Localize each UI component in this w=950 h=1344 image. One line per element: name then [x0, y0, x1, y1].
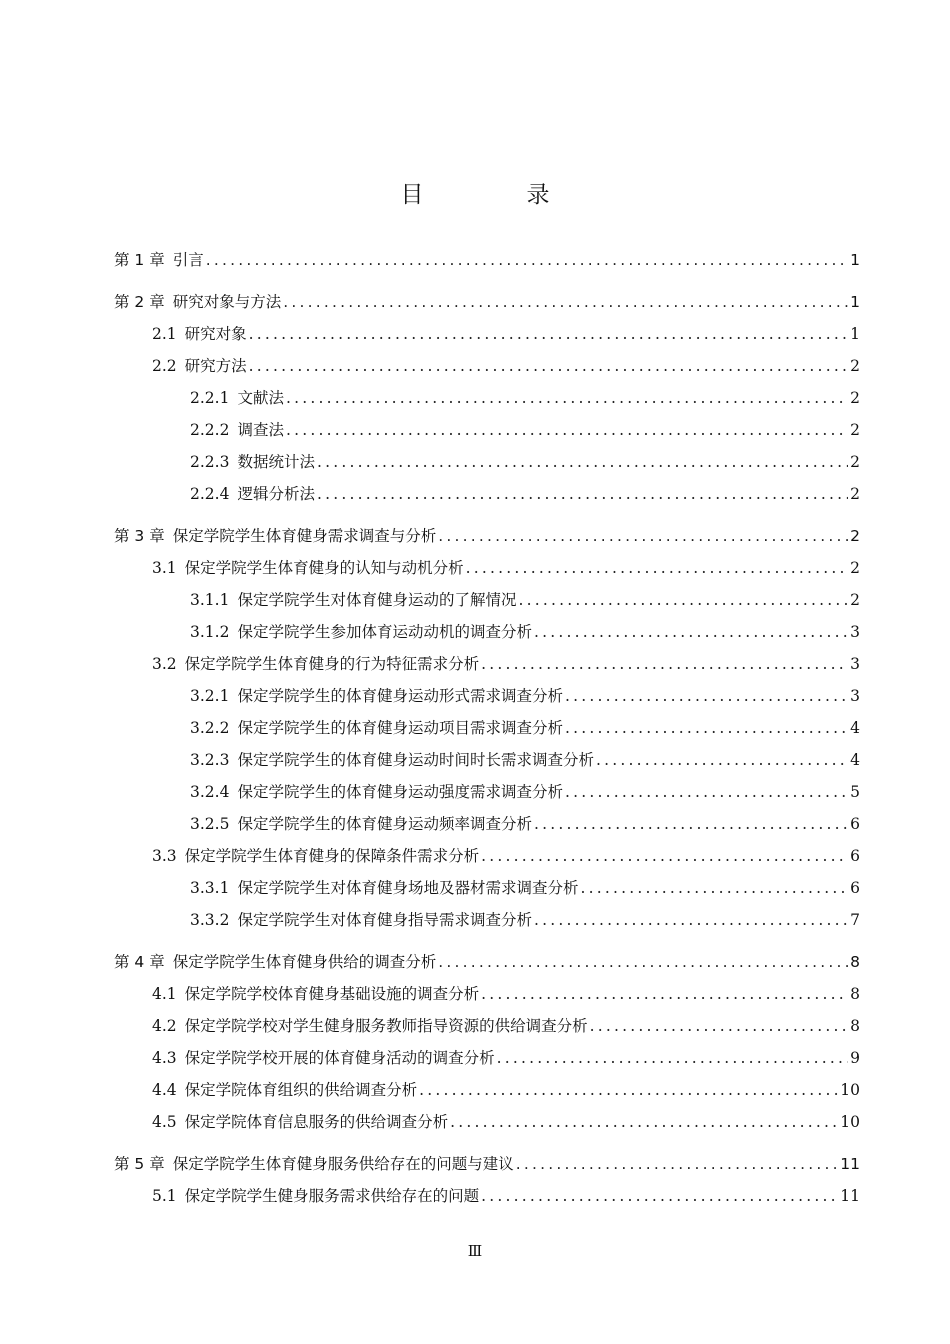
toc-entry-label	[190, 584, 516, 616]
toc-dot-leader	[419, 1074, 838, 1106]
toc-entry-page: 2	[850, 421, 860, 439]
toc-dot-leader	[481, 978, 848, 1010]
toc-entry-page: 6	[850, 815, 860, 833]
toc-entry-number: 4.2	[152, 1017, 177, 1035]
toc-entry-number: 3.3.1	[190, 879, 230, 897]
toc-entry-page: 2	[850, 453, 860, 471]
toc-entry-title: 文献法	[237, 389, 284, 407]
toc-entry-label	[190, 446, 315, 478]
toc-entry-title: 保定学院学生体育健身需求调查与分析	[172, 527, 437, 545]
toc-entry-page: 6	[850, 879, 860, 897]
toc-section-entry[interactable]	[0, 1010, 860, 1042]
toc-subsection-entry[interactable]	[0, 446, 860, 478]
toc-entry-page: 4	[850, 719, 860, 737]
toc-subsection-entry[interactable]	[0, 382, 860, 414]
toc-entry-number: 4.1	[152, 985, 177, 1003]
toc-dot-leader	[438, 946, 848, 978]
toc-entry-page: 6	[850, 847, 860, 865]
toc-dot-leader	[438, 520, 848, 552]
toc-entry-label	[190, 872, 578, 904]
toc-subsection-entry[interactable]	[0, 744, 860, 776]
toc-dot-leader	[286, 414, 848, 446]
toc-dot-leader	[466, 552, 848, 584]
toc-entry-number: 3.2.1	[190, 687, 230, 705]
toc-entry-label	[152, 978, 479, 1010]
toc-entry-page: 5	[850, 783, 860, 801]
toc-entry-number: 2.2.1	[190, 389, 230, 407]
toc-entry-page: 2	[850, 559, 860, 577]
toc-entry-page: 11	[840, 1187, 860, 1205]
toc-dot-leader	[249, 318, 848, 350]
toc-entry-page: 9	[850, 1049, 860, 1067]
toc-section-entry[interactable]	[0, 1106, 860, 1138]
toc-entry-title: 保定学院学生对体育健身指导需求调查分析	[237, 911, 532, 929]
toc-entry-page: 4	[850, 751, 860, 769]
toc-entry-title: 保定学院学生对体育健身运动的了解情况	[237, 591, 517, 609]
toc-entry-label	[152, 552, 464, 584]
toc-entry-number: 3.1.1	[190, 591, 230, 609]
toc-entry-page: 10	[840, 1081, 860, 1099]
toc-entry-label	[190, 616, 532, 648]
toc-entry-title: 保定学院学生的体育健身运动强度需求调查分析	[237, 783, 563, 801]
toc-entry-label	[152, 1106, 448, 1138]
toc-entry-label	[152, 1010, 588, 1042]
toc-entry-title: 保定学院学生对体育健身场地及器材需求调查分析	[237, 879, 579, 897]
toc-entry-number: 2.1	[152, 325, 177, 343]
toc-entry-number: 第 4 章	[114, 953, 165, 971]
toc-dot-leader	[534, 808, 848, 840]
toc-entry-page: 2	[850, 357, 860, 375]
toc-entry-page: 2	[850, 527, 860, 545]
toc-entry-label	[114, 520, 436, 552]
toc-section-entry[interactable]	[0, 350, 860, 382]
toc-entry-label	[190, 744, 594, 776]
toc-entry-title: 保定学院学生体育健身的认知与动机分析	[184, 559, 464, 577]
toc-entry-title: 保定学院学生的体育健身运动形式需求调查分析	[237, 687, 563, 705]
toc-dot-leader	[317, 446, 848, 478]
toc-entry-title: 研究方法	[184, 357, 247, 375]
toc-entry-title: 逻辑分析法	[237, 485, 315, 503]
toc-subsection-entry[interactable]	[0, 872, 860, 904]
toc-entry-number: 4.5	[152, 1113, 177, 1131]
toc-entry-label	[190, 478, 315, 510]
toc-dot-leader	[286, 382, 848, 414]
toc-entry-page: 1	[850, 293, 860, 311]
toc-entry-label	[190, 712, 563, 744]
toc-entry-page: 3	[850, 655, 860, 673]
toc-entry-title: 保定学院学生体育健身的保障条件需求分析	[184, 847, 480, 865]
toc-section-entry[interactable]	[0, 552, 860, 584]
toc-subsection-entry[interactable]	[0, 616, 860, 648]
toc-entry-number: 3.2.5	[190, 815, 230, 833]
toc-entry-page: 2	[850, 485, 860, 503]
toc-section-entry[interactable]	[0, 840, 860, 872]
table-of-contents	[0, 244, 950, 1212]
toc-dot-leader	[516, 1148, 839, 1180]
toc-entry-page: 8	[850, 953, 860, 971]
toc-chapter-entry[interactable]	[0, 946, 860, 978]
toc-entry-page: 1	[850, 251, 860, 269]
toc-section-entry[interactable]	[0, 978, 860, 1010]
toc-entry-page: 3	[850, 687, 860, 705]
toc-entry-label	[190, 680, 563, 712]
toc-dot-leader	[580, 872, 848, 904]
toc-section-entry[interactable]	[0, 1180, 860, 1212]
toc-section-entry[interactable]	[0, 1074, 860, 1106]
toc-subsection-entry[interactable]	[0, 414, 860, 446]
toc-entry-number: 第 5 章	[114, 1155, 165, 1173]
toc-entry-number: 2.2.4	[190, 485, 230, 503]
toc-entry-title: 保定学院学校开展的体育健身活动的调查分析	[184, 1049, 495, 1067]
toc-entry-number: 3.2.4	[190, 783, 230, 801]
toc-entry-page: 8	[850, 1017, 860, 1035]
toc-entry-title: 保定学院学校体育健身基础设施的调查分析	[184, 985, 480, 1003]
toc-chapter-entry[interactable]	[0, 520, 860, 552]
toc-entry-title: 保定学院体育组织的供给调查分析	[184, 1081, 418, 1099]
toc-entry-title: 研究对象与方法	[172, 293, 282, 311]
toc-chapter-entry[interactable]	[0, 286, 860, 318]
toc-entry-label	[152, 350, 247, 382]
toc-entry-number: 3.3	[152, 847, 177, 865]
toc-dot-leader	[565, 680, 848, 712]
toc-dot-leader	[481, 1180, 838, 1212]
toc-entry-number: 4.4	[152, 1081, 177, 1099]
toc-entry-label	[114, 244, 204, 276]
toc-entry-page: 3	[850, 623, 860, 641]
toc-entry-label	[190, 414, 284, 446]
toc-chapter-entry[interactable]	[0, 1148, 860, 1180]
toc-entry-label	[190, 382, 284, 414]
toc-dot-leader	[534, 616, 848, 648]
toc-entry-label	[190, 776, 563, 808]
toc-entry-page: 11	[840, 1155, 860, 1173]
toc-dot-leader	[206, 244, 848, 276]
toc-subsection-entry[interactable]	[0, 808, 860, 840]
toc-entry-title: 保定学院学生体育健身的行为特征需求分析	[184, 655, 480, 673]
toc-entry-number: 3.1	[152, 559, 177, 577]
toc-entry-label	[190, 808, 532, 840]
toc-entry-number: 2.2.2	[190, 421, 230, 439]
toc-entry-title: 保定学院学生体育健身供给的调查分析	[172, 953, 437, 971]
toc-entry-page: 10	[840, 1113, 860, 1131]
toc-section-entry[interactable]	[0, 318, 860, 350]
toc-entry-title: 保定学院学生的体育健身运动时间时长需求调查分析	[237, 751, 594, 769]
toc-entry-number: 第 1 章	[114, 251, 165, 269]
toc-dot-leader	[283, 286, 848, 318]
toc-chapter-entry[interactable]	[0, 244, 860, 276]
toc-entry-number: 3.2	[152, 655, 177, 673]
toc-entry-title: 保定学院学生的体育健身运动频率调查分析	[237, 815, 532, 833]
toc-entry-page: 2	[850, 389, 860, 407]
toc-dot-leader	[317, 478, 848, 510]
toc-entry-label	[190, 904, 532, 936]
page-number: Ⅲ	[467, 1242, 483, 1260]
toc-dot-leader	[534, 904, 848, 936]
toc-entry-number: 第 3 章	[114, 527, 165, 545]
toc-entry-number: 3.2.2	[190, 719, 230, 737]
toc-dot-leader	[565, 712, 848, 744]
toc-entry-label	[114, 286, 281, 318]
toc-entry-number: 4.3	[152, 1049, 177, 1067]
toc-entry-page: 8	[850, 985, 860, 1003]
toc-entry-number: 第 2 章	[114, 293, 165, 311]
toc-dot-leader	[481, 648, 848, 680]
toc-entry-label	[152, 648, 479, 680]
toc-entry-title: 研究对象	[184, 325, 247, 343]
toc-entry-title: 保定学院体育信息服务的供给调查分析	[184, 1113, 449, 1131]
toc-entry-title: 保定学院学生健身服务需求供给存在的问题	[184, 1187, 480, 1205]
toc-section-entry[interactable]	[0, 648, 860, 680]
toc-entry-title: 引言	[172, 251, 204, 269]
toc-entry-title: 调查法	[237, 421, 284, 439]
toc-entry-page: 1	[850, 325, 860, 343]
toc-entry-title: 数据统计法	[237, 453, 315, 471]
toc-entry-number: 2.2	[152, 357, 177, 375]
toc-dot-leader	[450, 1106, 838, 1138]
toc-entry-number: 3.1.2	[190, 623, 230, 641]
toc-entry-label	[114, 1148, 514, 1180]
toc-dot-leader	[565, 776, 848, 808]
toc-dot-leader	[249, 350, 848, 382]
toc-subsection-entry[interactable]	[0, 712, 860, 744]
toc-entry-label	[152, 840, 479, 872]
toc-subsection-entry[interactable]	[0, 904, 860, 936]
toc-entry-label	[114, 946, 436, 978]
toc-entry-title: 保定学院学生体育健身服务供给存在的问题与建议	[172, 1155, 514, 1173]
toc-dot-leader	[596, 744, 848, 776]
toc-dot-leader	[497, 1042, 848, 1074]
toc-subsection-entry[interactable]	[0, 584, 860, 616]
toc-subsection-entry[interactable]	[0, 776, 860, 808]
toc-entry-number: 3.2.3	[190, 751, 230, 769]
toc-dot-leader	[590, 1010, 848, 1042]
toc-entry-page: 7	[850, 911, 860, 929]
toc-entry-label	[152, 318, 247, 350]
toc-entry-number: 5.1	[152, 1187, 177, 1205]
toc-section-entry[interactable]	[0, 1042, 860, 1074]
toc-entry-label	[152, 1180, 479, 1212]
toc-dot-leader	[518, 584, 848, 616]
toc-entry-label	[152, 1074, 417, 1106]
page-title: 目 录	[400, 182, 590, 208]
toc-entry-page: 2	[850, 591, 860, 609]
toc-entry-title: 保定学院学校对学生健身服务教师指导资源的供给调查分析	[184, 1017, 588, 1035]
toc-entry-label	[152, 1042, 495, 1074]
toc-subsection-entry[interactable]	[0, 680, 860, 712]
toc-subsection-entry[interactable]	[0, 478, 860, 510]
toc-entry-title: 保定学院学生参加体育运动动机的调查分析	[237, 623, 532, 641]
toc-entry-number: 3.3.2	[190, 911, 230, 929]
toc-entry-title: 保定学院学生的体育健身运动项目需求调查分析	[237, 719, 563, 737]
toc-entry-number: 2.2.3	[190, 453, 230, 471]
toc-dot-leader	[481, 840, 848, 872]
